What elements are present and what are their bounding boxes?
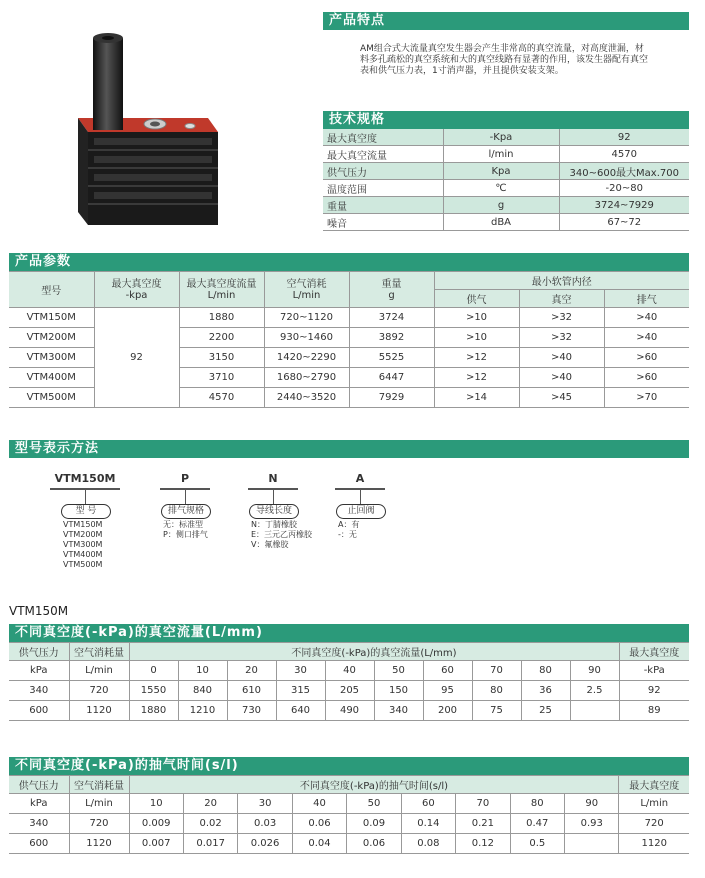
value-cell: 340 — [374, 701, 423, 721]
flow-table — [9, 642, 689, 721]
value-cell: 0.02 — [183, 814, 237, 834]
code-part: N — [268, 472, 278, 485]
air-cell: 930~1460 — [264, 328, 349, 348]
weight-cell: 3724 — [349, 308, 434, 328]
supply-cell: >10 — [434, 328, 519, 348]
model-cell: VTM300M — [9, 348, 94, 368]
value-cell: 315 — [276, 681, 325, 701]
code-connector — [85, 490, 86, 504]
model-cell: VTM500M — [9, 388, 94, 408]
unit-cell: L/min — [69, 661, 129, 681]
col-max-vac: 最大真空度 -kpa — [94, 272, 179, 308]
code-desc: VTM150M VTM200M VTM300M VTM400M VTM500M — [63, 520, 103, 569]
supply-cell: >10 — [434, 308, 519, 328]
weight-cell: 6447 — [349, 368, 434, 388]
col-max: 最大真空度 — [619, 643, 689, 661]
max-cell: 1120 — [619, 834, 689, 854]
flow-table-header: 不同真空度(-kPa)的真空流量(L/mm) — [9, 624, 689, 642]
model-name: VTM150M — [9, 604, 69, 618]
value-cell — [565, 834, 619, 854]
model-code-header: 型号表示方法 — [9, 440, 689, 458]
spec-value: 3724~7929 — [559, 197, 689, 214]
level-cell: 30 — [276, 661, 325, 681]
spec-unit: -Kpa — [443, 129, 559, 146]
col-weight: 重量 g — [349, 272, 434, 308]
col-max-flow: 最大真空度流量 L/min — [179, 272, 264, 308]
model-cell: VTM200M — [9, 328, 94, 348]
value-cell: 610 — [227, 681, 276, 701]
level-cell: 80 — [510, 794, 564, 814]
spec-value: 340~600最大Max.700 — [559, 163, 689, 180]
col-air-consumption: 空气消耗量 — [69, 643, 129, 661]
spec-unit: l/min — [443, 146, 559, 163]
supply-cell: 600 — [9, 701, 69, 721]
value-cell: 2.5 — [570, 681, 619, 701]
value-cell: 730 — [227, 701, 276, 721]
level-cell: 60 — [423, 661, 472, 681]
level-cell: 0 — [129, 661, 178, 681]
spec-unit: g — [443, 197, 559, 214]
value-cell: 0.09 — [347, 814, 401, 834]
model-cell: VTM400M — [9, 368, 94, 388]
level-cell: 70 — [472, 661, 521, 681]
value-cell: 1880 — [129, 701, 178, 721]
params-table — [9, 271, 689, 408]
spec-value: 92 — [559, 129, 689, 146]
code-connector — [360, 490, 361, 504]
code-connector — [185, 490, 186, 504]
value-cell: 0.93 — [565, 814, 619, 834]
air-cell: 720 — [69, 814, 129, 834]
value-cell: 0.026 — [238, 834, 292, 854]
exhaust-cell: >60 — [604, 348, 689, 368]
weight-cell: 3892 — [349, 328, 434, 348]
vacuum-cell: >40 — [519, 368, 604, 388]
value-cell: 95 — [423, 681, 472, 701]
spec-unit: Kpa — [443, 163, 559, 180]
table-row — [9, 834, 689, 854]
supply-cell: >12 — [434, 368, 519, 388]
spec-row — [323, 163, 689, 180]
flow-cell: 4570 — [179, 388, 264, 408]
value-cell: 490 — [325, 701, 374, 721]
col-hose: 最小软管内径 — [434, 272, 689, 290]
spec-row — [323, 197, 689, 214]
code-desc: N：丁腈橡胶 E：三元乙丙橡胶 V：氟橡胶 — [251, 520, 313, 549]
value-cell: 0.08 — [401, 834, 455, 854]
level-cell: 40 — [292, 794, 346, 814]
vacuum-cell: >32 — [519, 308, 604, 328]
vacuum-cell: >45 — [519, 388, 604, 408]
flow-cell: 2200 — [179, 328, 264, 348]
value-cell: 0.009 — [129, 814, 183, 834]
max-cell: 720 — [619, 814, 689, 834]
params-header: 产品参数 — [9, 253, 689, 271]
code-desc: 无：标准型 P：侧口排气 — [163, 520, 208, 539]
level-cell: 20 — [183, 794, 237, 814]
spec-row — [323, 214, 689, 231]
value-cell: 1550 — [129, 681, 178, 701]
col-vacuum: 真空 — [519, 290, 604, 308]
level-cell: 30 — [238, 794, 292, 814]
col-air: 空气消耗 L/min — [264, 272, 349, 308]
spec-name: 最大真空流量 — [323, 146, 443, 163]
max-vac-cell: 92 — [94, 308, 179, 408]
spec-name: 最大真空度 — [323, 129, 443, 146]
spec-value: 67~72 — [559, 214, 689, 231]
col-vacuum-levels: 不同真空度(-kPa)的抽气时间(s/l) — [129, 776, 619, 794]
level-cell: 40 — [325, 661, 374, 681]
value-cell: 840 — [178, 681, 227, 701]
value-cell: 200 — [423, 701, 472, 721]
supply-cell: >12 — [434, 348, 519, 368]
value-cell: 0.06 — [292, 814, 346, 834]
value-cell: 150 — [374, 681, 423, 701]
supply-cell: 600 — [9, 834, 69, 854]
level-cell: 90 — [570, 661, 619, 681]
level-cell: 50 — [347, 794, 401, 814]
code-label: 型 号 — [61, 504, 111, 519]
value-cell — [570, 701, 619, 721]
weight-cell: 5525 — [349, 348, 434, 368]
product-image — [60, 20, 240, 230]
value-cell: 0.017 — [183, 834, 237, 854]
model-cell: VTM150M — [9, 308, 94, 328]
spec-value: -20~80 — [559, 180, 689, 197]
code-label: 止回阀 — [336, 504, 386, 519]
value-cell: 25 — [521, 701, 570, 721]
table-row — [9, 308, 689, 328]
unit-cell: L/min — [619, 794, 689, 814]
value-cell: 0.04 — [292, 834, 346, 854]
code-label: 导线长度 — [249, 504, 299, 519]
air-cell: 2440~3520 — [264, 388, 349, 408]
value-cell: 36 — [521, 681, 570, 701]
value-cell: 0.5 — [510, 834, 564, 854]
table-row — [9, 701, 689, 721]
level-cell: 10 — [129, 794, 183, 814]
spec-value: 4570 — [559, 146, 689, 163]
spec-unit: ℃ — [443, 180, 559, 197]
col-vacuum-levels: 不同真空度(-kPa)的真空流量(L/mm) — [129, 643, 619, 661]
value-cell: 75 — [472, 701, 521, 721]
vacuum-cell: >32 — [519, 328, 604, 348]
value-cell: 0.06 — [347, 834, 401, 854]
col-air-consumption: 空气消耗量 — [69, 776, 129, 794]
flow-cell: 1880 — [179, 308, 264, 328]
level-cell: 80 — [521, 661, 570, 681]
exhaust-cell: >60 — [604, 368, 689, 388]
value-cell: 0.21 — [456, 814, 510, 834]
value-cell: 205 — [325, 681, 374, 701]
value-cell: 1210 — [178, 701, 227, 721]
evac-table-header: 不同真空度(-kPa)的抽气时间(s/l) — [9, 757, 689, 775]
value-cell: 0.47 — [510, 814, 564, 834]
value-cell: 0.12 — [456, 834, 510, 854]
value-cell: 80 — [472, 681, 521, 701]
max-cell: 89 — [619, 701, 689, 721]
specs-header: 技术规格 — [323, 111, 689, 129]
specs-table — [323, 129, 689, 231]
flow-cell: 3710 — [179, 368, 264, 388]
value-cell: 0.14 — [401, 814, 455, 834]
exhaust-cell: >40 — [604, 328, 689, 348]
col-supply-pressure: 供气压力 — [9, 643, 69, 661]
spec-row — [323, 146, 689, 163]
max-cell: 92 — [619, 681, 689, 701]
value-cell: 0.007 — [129, 834, 183, 854]
air-cell: 720~1120 — [264, 308, 349, 328]
spec-name: 供气压力 — [323, 163, 443, 180]
code-label: 排气规格 — [161, 504, 211, 519]
code-part: A — [355, 472, 365, 485]
exhaust-cell: >70 — [604, 388, 689, 408]
value-cell: 640 — [276, 701, 325, 721]
code-part: P — [180, 472, 190, 485]
features-header: 产品特点 — [323, 12, 689, 30]
level-cell: 60 — [401, 794, 455, 814]
spec-name: 重量 — [323, 197, 443, 214]
features-text: AM组合式大流量真空发生器会产生非常高的真空流量，对高度泄漏，材料多孔疏松的真空系统和大的真空线路有显著的作用，该发生器配有真空表和供气压力表，1寸消声器，并且提供安装支架。 — [360, 44, 649, 76]
table-row — [9, 814, 689, 834]
unit-cell: kPa — [9, 661, 69, 681]
col-model: 型号 — [9, 272, 94, 308]
air-cell: 1120 — [69, 701, 129, 721]
col-exhaust: 排气 — [604, 290, 689, 308]
code-desc: A：有 -：无 — [338, 520, 360, 539]
level-cell: 20 — [227, 661, 276, 681]
unit-cell: kPa — [9, 794, 69, 814]
level-cell: 10 — [178, 661, 227, 681]
col-supply: 供气 — [434, 290, 519, 308]
supply-cell: 340 — [9, 681, 69, 701]
table-row — [9, 681, 689, 701]
supply-cell: >14 — [434, 388, 519, 408]
supply-cell: 340 — [9, 814, 69, 834]
col-max: 最大真空度 — [619, 776, 689, 794]
spec-row — [323, 180, 689, 197]
spec-row — [323, 129, 689, 146]
col-supply-pressure: 供气压力 — [9, 776, 69, 794]
level-cell: 90 — [565, 794, 619, 814]
air-cell: 1680~2790 — [264, 368, 349, 388]
code-part: VTM150M — [54, 472, 116, 485]
air-cell: 1120 — [69, 834, 129, 854]
value-cell: 0.03 — [238, 814, 292, 834]
unit-cell: -kPa — [619, 661, 689, 681]
vacuum-cell: >40 — [519, 348, 604, 368]
unit-cell: L/min — [69, 794, 129, 814]
air-cell: 1420~2290 — [264, 348, 349, 368]
code-connector — [273, 490, 274, 504]
exhaust-cell: >40 — [604, 308, 689, 328]
evac-table — [9, 775, 689, 854]
level-cell: 50 — [374, 661, 423, 681]
spec-name: 噪音 — [323, 214, 443, 231]
spec-name: 温度范围 — [323, 180, 443, 197]
weight-cell: 7929 — [349, 388, 434, 408]
flow-cell: 3150 — [179, 348, 264, 368]
air-cell: 720 — [69, 681, 129, 701]
level-cell: 70 — [456, 794, 510, 814]
spec-unit: dBA — [443, 214, 559, 231]
